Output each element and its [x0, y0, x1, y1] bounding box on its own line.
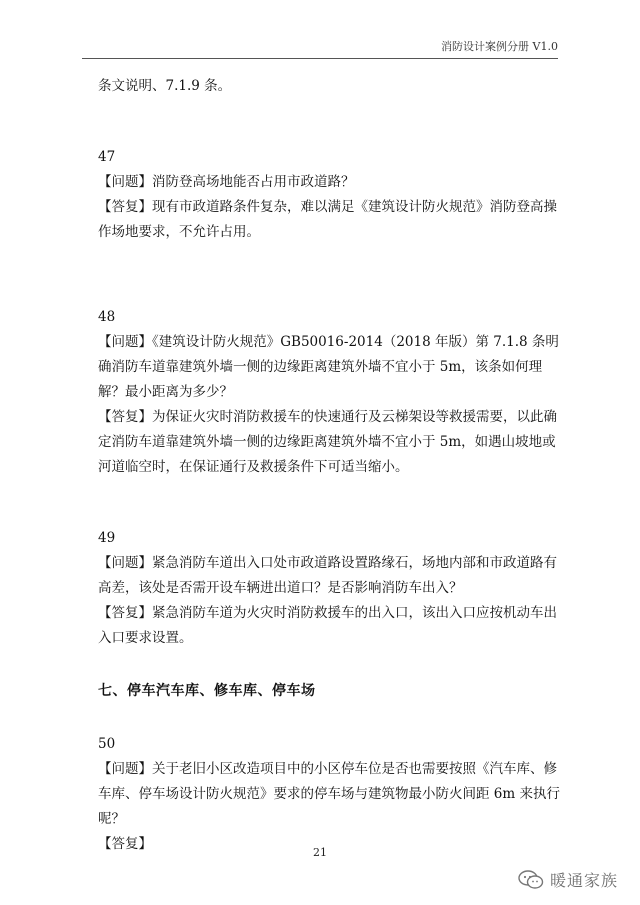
answer-49: 【答复】紧急消防车道为火灾时消防救援车的出入口，该出入口应按机动车出入口要求设置。 [98, 605, 557, 646]
answer-50: 【答复】 [98, 836, 152, 852]
item-number-47: 47 [98, 149, 116, 165]
page-header [82, 38, 558, 59]
item-number-50: 50 [98, 736, 116, 752]
question-48: 【问题】《建筑设计防火规范》GB50016-2014（2018 年版）第 7.1.8 条明确消防车道靠建筑外墙一侧的边缘距离建筑外墙不宜小于 5m，该条如何理解？最小距离为多少？ [98, 334, 559, 400]
document-body [98, 74, 568, 857]
item-number-49: 49 [98, 530, 116, 546]
watermark [518, 868, 618, 891]
question-49: 【问题】紧急消防车道出入口处市政道路设置路缘石，场地内部和市政道路有高差，该处是否需开设车辆进出道口？是否影响消防车出入？ [98, 555, 557, 596]
watermark-text: 暖通家族 [549, 871, 618, 890]
item-number-48: 48 [98, 309, 116, 325]
wechat-icon [518, 870, 544, 890]
section-heading: 七、停车汽车库、修车库、停车场 [98, 683, 316, 699]
question-47: 【问题】消防登高场地能否占用市政道路？ [98, 174, 355, 190]
continuation-text: 条文说明、7.1.9 条。 [98, 78, 232, 94]
answer-47: 【答复】现有市政道路条件复杂，难以满足《建筑设计防火规范》消防登高操作场地要求，不允许占用。 [98, 199, 557, 240]
page-number: 21 [313, 846, 327, 859]
question-50: 【问题】关于老旧小区改造项目中的小区停车位是否也需要按照《汽车库、修车库、停车场设计防火规范》要求的停车场与建筑物最小防火间距 6m 来执行呢？ [98, 761, 560, 827]
header-title: 消防设计案例分册 V1.0 [441, 40, 558, 53]
answer-48: 【答复】为保证火灾时消防救援车的快速通行及云梯架设等救援需要，以此确定消防车道靠建筑外墙一侧的边缘距离建筑外墙不宜小于 5m，如遇山坡地或河道临空时，在保证通行及救援条件下可适当缩小。 [98, 409, 557, 475]
